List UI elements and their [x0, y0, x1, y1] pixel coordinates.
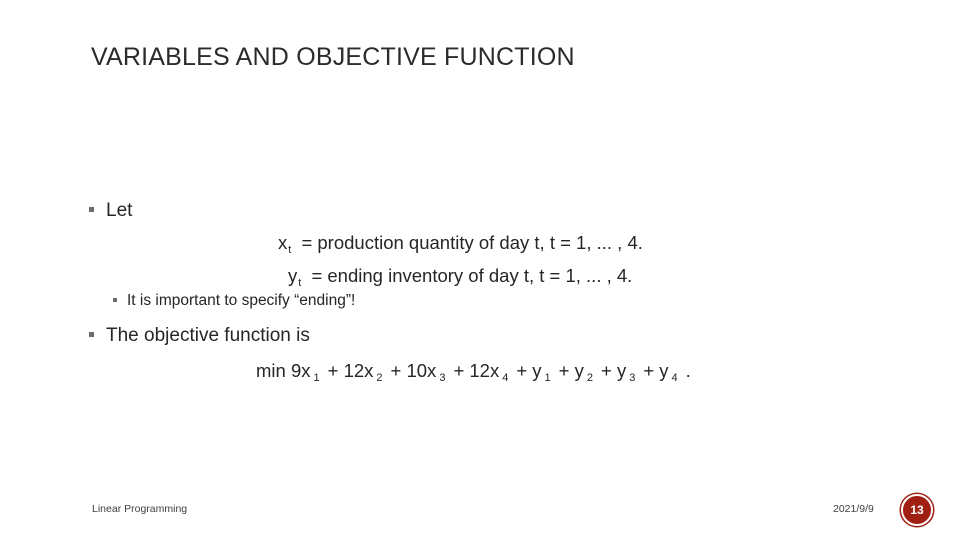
objective-term-subscript: 2	[376, 372, 383, 384]
note-text: It is important to specify “ending”!	[127, 292, 356, 309]
objective-term-subscript: 4	[671, 372, 678, 384]
objective-term: y	[574, 360, 584, 381]
bullet-marker	[89, 332, 94, 337]
objective-term: 12x	[469, 360, 500, 381]
bullet-let	[93, 200, 132, 222]
objective-operator: +	[516, 360, 533, 381]
objective-operator: +	[327, 360, 344, 381]
var-x: x	[278, 232, 288, 253]
objective-term: y	[616, 360, 627, 381]
footer-date: 2021/9/9	[833, 503, 874, 515]
objective-terms	[290, 360, 686, 384]
objective-operator: +	[558, 360, 575, 381]
definition-x	[278, 232, 643, 254]
objective-term-subscript: 2	[586, 372, 593, 384]
var-y: y	[288, 265, 298, 286]
bullet-marker	[113, 298, 117, 302]
objective-term-subscript: 3	[439, 372, 446, 384]
footer-course: Linear Programming	[92, 503, 188, 515]
page-number-badge	[901, 494, 933, 526]
definition-y-text: = ending inventory of day t, t = 1, ... , 4.	[311, 265, 633, 286]
var-y-subscript: t	[298, 277, 302, 289]
objective-term-subscript: 1	[544, 372, 551, 384]
objective-term: y	[659, 360, 669, 381]
objective-function	[256, 360, 691, 382]
objective-term-subscript: 1	[313, 372, 320, 384]
objective-term-subscript: 4	[502, 372, 509, 384]
objective-operator: +	[643, 360, 660, 381]
definition-y	[288, 265, 632, 287]
definition-x-text: = production quantity of day t, t = 1, ... , 4.	[301, 232, 643, 253]
page-number: 13	[910, 503, 924, 517]
objective-operator: +	[601, 360, 617, 381]
bullet-note	[114, 292, 355, 310]
objective-end: .	[685, 360, 691, 381]
bullet-objective	[93, 325, 310, 347]
bullet-let-text: Let	[106, 200, 133, 221]
var-x-subscript: t	[288, 244, 292, 256]
slide-title: VARIABLES AND OBJECTIVE FUNCTION	[91, 43, 575, 71]
bullet-objective-text: The objective function is	[106, 325, 310, 346]
objective-term-subscript: 3	[629, 372, 636, 384]
objective-operator: +	[453, 360, 470, 381]
objective-term: 9x	[290, 360, 311, 381]
objective-term: y	[532, 360, 542, 381]
objective-term: 12x	[343, 360, 374, 381]
objective-operator: +	[390, 360, 407, 381]
bullet-marker	[89, 207, 94, 212]
objective-prefix: min	[256, 360, 286, 381]
objective-term: 10x	[406, 360, 437, 381]
